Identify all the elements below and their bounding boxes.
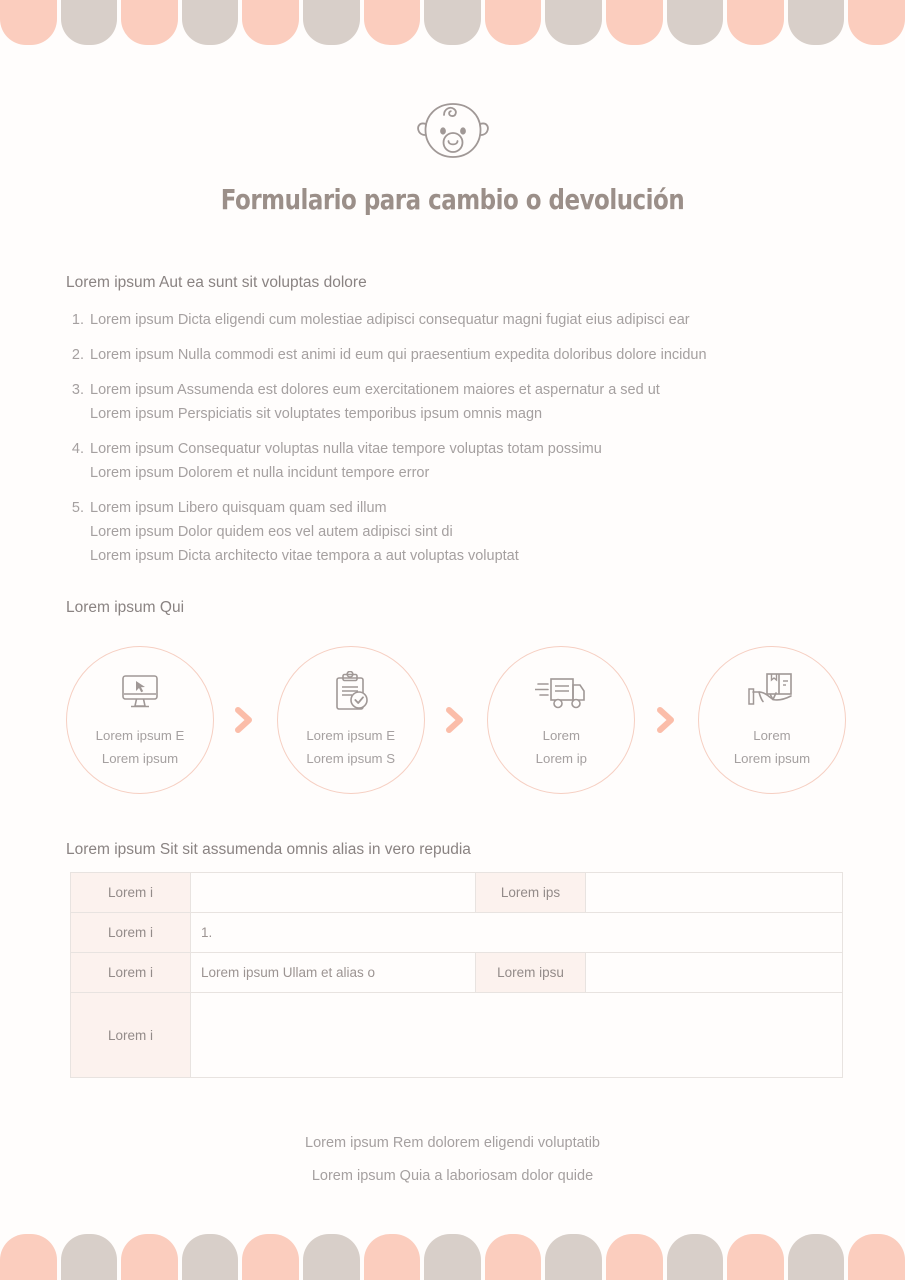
scallop-shape bbox=[424, 1234, 481, 1280]
page-title: Formulario para cambio o devolución bbox=[220, 183, 685, 216]
requirement-line: Lorem ipsum Dicta architecto vitae tempora a aut voluptas voluptat bbox=[90, 548, 519, 564]
step-label-line2: Lorem ipsum bbox=[733, 751, 811, 766]
table-cell-label: Lorem i bbox=[71, 873, 191, 913]
table-row bbox=[71, 953, 843, 993]
table-row bbox=[71, 993, 843, 1078]
scallop-shape bbox=[121, 1234, 178, 1280]
requirement-number: 4. bbox=[71, 441, 84, 457]
scallop-shape bbox=[61, 1234, 118, 1280]
requirements-list bbox=[66, 308, 846, 579]
step-circle-3 bbox=[487, 646, 635, 794]
requirement-line: Lorem ipsum Nulla commodi est animi id eum qui praesentium expedita doloribus dolore incidun bbox=[90, 347, 707, 363]
table-cell-input[interactable]: Lorem ipsum Ullam et alias o bbox=[191, 953, 476, 993]
requirement-line: Lorem ipsum Perspiciatis sit voluptates temporibus ipsum omnis magn bbox=[90, 406, 543, 422]
steps-heading: Lorem ipsum Qui bbox=[66, 599, 185, 616]
bottom-scallop-border bbox=[0, 1234, 905, 1280]
requirements-heading: Lorem ipsum Aut ea sunt sit voluptas dolore bbox=[66, 274, 367, 291]
requirement-number: 2. bbox=[71, 347, 84, 363]
step-circle-1 bbox=[66, 646, 214, 794]
step-label-line2: Lorem ip bbox=[535, 751, 587, 766]
requirement-text bbox=[90, 437, 846, 485]
step-label-line1: Lorem ipsum E bbox=[95, 728, 185, 743]
table-row bbox=[71, 913, 843, 953]
baby-icon-container bbox=[0, 95, 905, 170]
step-label-line1: Lorem bbox=[542, 728, 580, 743]
table-cell-label: Lorem i bbox=[71, 913, 191, 953]
requirement-line: Lorem ipsum Dolor quidem eos vel autem adipisci sint di bbox=[90, 524, 453, 540]
table-cell-input[interactable] bbox=[191, 993, 843, 1078]
step-label-line1: Lorem ipsum E bbox=[306, 728, 395, 743]
requirement-item bbox=[66, 308, 846, 332]
requirement-item bbox=[66, 378, 846, 426]
table-row bbox=[71, 873, 843, 913]
return-form-table bbox=[70, 872, 843, 1078]
table-heading: Lorem ipsum Sit sit assumenda omnis alias in vero repudia bbox=[66, 841, 471, 858]
requirement-line: Lorem ipsum Libero quisquam quam sed illum bbox=[90, 500, 387, 516]
hand-package-icon bbox=[747, 670, 797, 716]
table-cell-label: Lorem i bbox=[71, 953, 191, 993]
scallop-shape bbox=[0, 1234, 57, 1280]
chevron-right-icon bbox=[656, 707, 678, 733]
requirement-item bbox=[66, 496, 846, 568]
scallop-shape bbox=[606, 1234, 663, 1280]
step-label-line2: Lorem ipsum S bbox=[306, 751, 395, 766]
scallop-shape bbox=[364, 1234, 421, 1280]
requirement-text bbox=[90, 308, 846, 332]
footer-line-1: Lorem ipsum Rem dolorem eligendi voluptatib bbox=[305, 1135, 600, 1151]
requirement-text bbox=[90, 343, 846, 367]
table-cell-input[interactable]: 1. bbox=[191, 913, 843, 953]
table-cell-label: Lorem i bbox=[71, 993, 191, 1078]
scallop-shape bbox=[727, 1234, 784, 1280]
monitor-cursor-icon bbox=[117, 670, 163, 716]
table-cell-input[interactable] bbox=[586, 873, 843, 913]
scallop-shape bbox=[242, 1234, 299, 1280]
chevron-right-icon bbox=[445, 707, 467, 733]
requirement-number: 5. bbox=[71, 500, 84, 516]
requirement-line: Lorem ipsum Dolorem et nulla incidunt tempore error bbox=[90, 465, 430, 481]
requirement-item bbox=[66, 343, 846, 367]
baby-face-icon bbox=[414, 95, 492, 165]
step-circle-4 bbox=[698, 646, 846, 794]
steps-row bbox=[66, 645, 846, 795]
table-cell-input[interactable] bbox=[191, 873, 476, 913]
table-cell-label: Lorem ipsu bbox=[476, 953, 586, 993]
requirement-text bbox=[90, 496, 846, 568]
requirement-text bbox=[90, 378, 846, 426]
scallop-shape bbox=[788, 1234, 845, 1280]
footer-line-2: Lorem ipsum Quia a laboriosam dolor quide bbox=[311, 1168, 594, 1184]
step-label-line1: Lorem bbox=[753, 728, 791, 743]
requirement-line: Lorem ipsum Consequatur voluptas nulla vitae tempore voluptas totam possimu bbox=[90, 441, 602, 457]
scallop-shape bbox=[667, 1234, 724, 1280]
footer bbox=[0, 1127, 905, 1193]
requirement-number: 3. bbox=[71, 382, 84, 398]
delivery-truck-icon bbox=[535, 670, 587, 716]
requirement-number: 1. bbox=[71, 312, 84, 328]
scallop-shape bbox=[848, 1234, 905, 1280]
chevron-right-icon bbox=[234, 707, 256, 733]
scallop-shape bbox=[545, 1234, 602, 1280]
step-label-line2: Lorem ipsum bbox=[101, 751, 179, 766]
table-cell-label: Lorem ips bbox=[476, 873, 586, 913]
scallop-shape bbox=[303, 1234, 360, 1280]
scallop-shape bbox=[182, 1234, 239, 1280]
clipboard-check-icon bbox=[328, 670, 374, 716]
step-circle-2 bbox=[277, 646, 425, 794]
table-cell-input[interactable] bbox=[586, 953, 843, 993]
requirement-line: Lorem ipsum Dicta eligendi cum molestiae adipisci consequatur magni fugiat eius adipisci ear bbox=[90, 312, 690, 328]
scallop-shape bbox=[485, 1234, 542, 1280]
requirement-item bbox=[66, 437, 846, 485]
requirement-line: Lorem ipsum Assumenda est dolores eum exercitationem maiores et aspernatur a sed ut bbox=[90, 382, 660, 398]
